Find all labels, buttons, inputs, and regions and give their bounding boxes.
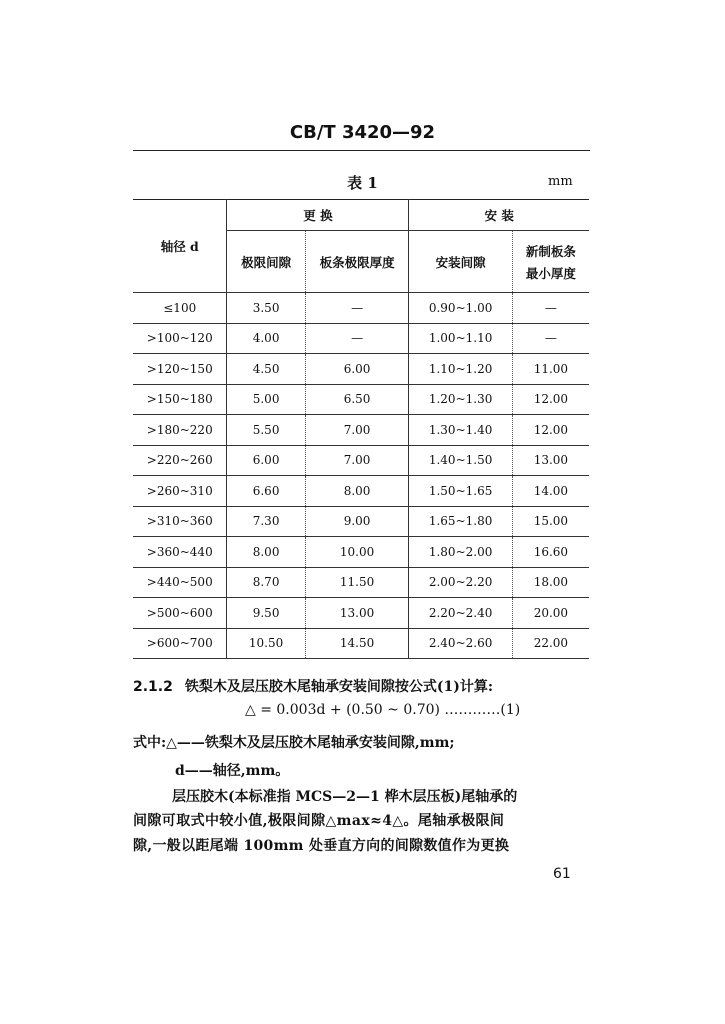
cell-shaft: >500~600 (146, 605, 213, 620)
table-row (133, 445, 589, 476)
table-row (133, 293, 589, 324)
table-row (133, 354, 589, 385)
table-unit: mm (548, 174, 573, 189)
cell-install-gap: 2.40~2.60 (409, 628, 512, 659)
cell-shaft: >150~180 (146, 392, 213, 407)
cell-install-gap: 1.40~1.50 (409, 445, 512, 476)
cell-shaft: >220~260 (146, 453, 213, 468)
table-row (133, 567, 589, 598)
cell-stave-thickness: 6.00 (305, 354, 409, 385)
cell-new-stave: — (512, 323, 589, 354)
table-row (133, 415, 589, 446)
cell-stave-thickness: 10.00 (305, 537, 409, 568)
cell-install-gap: 1.50~1.65 (409, 476, 512, 507)
formula-number: (1) (500, 702, 521, 718)
header-new-stave-line2: 最小厚度 (525, 265, 576, 281)
header-group-install: 安 装 (409, 200, 589, 231)
cell-limit-gap: 6.60 (227, 476, 305, 507)
cell-stave-thickness: 6.50 (305, 384, 409, 415)
table-row (133, 476, 589, 507)
paragraph-line-2: 间隙可取式中较小值,极限间隙△max≈4△。尾轴承极限间 (133, 813, 505, 829)
cell-limit-gap: 8.00 (227, 537, 305, 568)
header-new-stave-line1: 新制板条 (525, 243, 576, 259)
cell-stave-thickness: 8.00 (305, 476, 409, 507)
clearance-table (133, 199, 589, 659)
cell-new-stave: 15.00 (512, 506, 589, 537)
cell-install-gap: 2.00~2.20 (409, 567, 512, 598)
section-number: 2.1.2 (133, 679, 173, 695)
cell-limit-gap: 9.50 (227, 598, 305, 629)
cell-shaft: >440~500 (146, 575, 213, 590)
cell-shaft: >310~360 (146, 514, 213, 529)
cell-new-stave: 22.00 (512, 628, 589, 659)
cell-install-gap: 1.00~1.10 (409, 323, 512, 354)
formula-leader-dots: ………… (444, 702, 501, 718)
formula-line (245, 702, 590, 718)
cell-shaft: >260~310 (146, 483, 213, 498)
cell-new-stave: 12.00 (512, 384, 589, 415)
cell-stave-thickness: 14.50 (305, 628, 409, 659)
cell-new-stave: 16.60 (512, 537, 589, 568)
table-row (133, 628, 589, 659)
cell-install-gap: 1.20~1.30 (409, 384, 512, 415)
cell-new-stave: 11.00 (512, 354, 589, 385)
cell-shaft: >360~440 (146, 544, 213, 559)
cell-shaft: >600~700 (146, 636, 213, 651)
table-row (133, 384, 589, 415)
cell-stave-thickness: 9.00 (305, 506, 409, 537)
paragraph-line-1: 层压胶木(本标准指 MCS—2—1 桦木层压板)尾轴承的 (172, 789, 518, 805)
cell-limit-gap: 3.50 (227, 293, 305, 324)
table-row (133, 323, 589, 354)
header-group-replace: 更 换 (227, 200, 409, 231)
cell-new-stave: 12.00 (512, 415, 589, 446)
section-text: 铁梨木及层压胶木尾轴承安装间隙按公式(1)计算: (184, 679, 494, 695)
header-install-gap: 安装间隙 (409, 231, 512, 293)
cell-new-stave: 14.00 (512, 476, 589, 507)
cell-shaft: >120~150 (146, 361, 213, 376)
cell-limit-gap: 5.50 (227, 415, 305, 446)
cell-limit-gap: 7.30 (227, 506, 305, 537)
header-new-stave-min-thickness (512, 231, 589, 293)
cell-install-gap: 1.80~2.00 (409, 537, 512, 568)
page-number: 61 (553, 866, 571, 882)
d-definition-line: d——轴径,mm。 (175, 763, 290, 779)
cell-stave-thickness: — (305, 293, 409, 324)
cell-limit-gap: 8.70 (227, 567, 305, 598)
table-header-row-1 (133, 200, 589, 231)
document-code: CB/T 3420—92 (289, 122, 436, 143)
header-limit-gap: 极限间隙 (227, 231, 305, 293)
table-row (133, 537, 589, 568)
cell-limit-gap: 10.50 (227, 628, 305, 659)
cell-install-gap: 0.90~1.00 (409, 293, 512, 324)
cell-stave-thickness: 13.00 (305, 598, 409, 629)
table-row (133, 506, 589, 537)
header-shaft-diameter: 轴径 d (160, 239, 199, 254)
header-stave-limit-thickness: 板条极限厚度 (305, 231, 409, 293)
table-title: 表 1 (347, 174, 378, 192)
cell-limit-gap: 4.50 (227, 354, 305, 385)
cell-install-gap: 1.10~1.20 (409, 354, 512, 385)
cell-limit-gap: 4.00 (227, 323, 305, 354)
cell-stave-thickness: 7.00 (305, 415, 409, 446)
cell-limit-gap: 6.00 (227, 445, 305, 476)
paragraph-line-3: 隙,一般以距尾端 100mm 处垂直方向的间隙数值作为更换 (133, 838, 510, 854)
cell-new-stave: 13.00 (512, 445, 589, 476)
header-rule (133, 150, 590, 151)
cell-shaft: >100~120 (146, 331, 213, 346)
cell-stave-thickness: 7.00 (305, 445, 409, 476)
cell-stave-thickness: 11.50 (305, 567, 409, 598)
table-row (133, 598, 589, 629)
section-2-1-2 (133, 676, 591, 696)
cell-install-gap: 1.30~1.40 (409, 415, 512, 446)
cell-new-stave: — (512, 293, 589, 324)
cell-new-stave: 18.00 (512, 567, 589, 598)
cell-limit-gap: 5.00 (227, 384, 305, 415)
where-line: 式中:△——铁梨木及层压胶木尾轴承安装间隙,mm; (133, 735, 455, 751)
cell-install-gap: 2.20~2.40 (409, 598, 512, 629)
cell-shaft: >180~220 (146, 422, 213, 437)
formula-expression: △ = 0.003d + (0.50 ~ 0.70) (245, 702, 440, 718)
cell-new-stave: 20.00 (512, 598, 589, 629)
cell-stave-thickness: — (305, 323, 409, 354)
cell-shaft: ≤100 (163, 300, 197, 315)
cell-install-gap: 1.65~1.80 (409, 506, 512, 537)
